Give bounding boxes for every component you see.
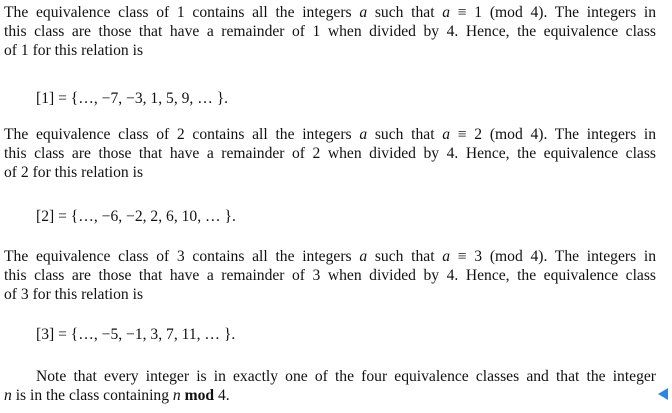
paragraph-line: The equivalence class of 2 contains all the integers a such that a ≡ 2 (mod 4). The integers in [4,126,656,143]
left-triangle-icon [658,388,668,400]
equation-class-3: [3] = {…, −5, −1, 3, 7, 11, … }. [36,326,236,343]
paragraph-line: of 3 for this relation is [4,286,144,303]
paragraph-line: of 2 for this relation is [4,164,144,181]
paragraph-line: this class are those that have a remainder of 1 when divided by 4. Hence, the equivalence class [4,23,656,40]
equation-class-1: [1] = {…, −7, −3, 1, 5, 9, … }. [36,90,229,107]
paragraph-line: this class are those that have a remainder of 2 when divided by 4. Hence, the equivalence class [4,145,656,162]
paragraph-line: this class are those that have a remainder of 3 when divided by 4. Hence, the equivalence class [4,267,656,284]
paragraph-line: Note that every integer is in exactly one of the four equivalence classes and that the integer [36,368,656,385]
paragraph-class-1 [4,3,656,60]
paragraph-line: The equivalence class of 1 contains all the integers a such that a ≡ 1 (mod 4). The integers in [4,4,656,21]
paragraph-class-3 [4,247,656,304]
paragraph-note [4,367,656,405]
paragraph-line: n is in the class containing n mod 4. [4,387,230,404]
paragraph-line: of 1 for this relation is [4,42,144,59]
equation-class-2: [2] = {…, −6, −2, 2, 6, 10, … }. [36,208,236,225]
paragraph-line: The equivalence class of 3 contains all the integers a such that a ≡ 3 (mod 4). The integers in [4,248,656,265]
paragraph-class-2 [4,125,656,182]
